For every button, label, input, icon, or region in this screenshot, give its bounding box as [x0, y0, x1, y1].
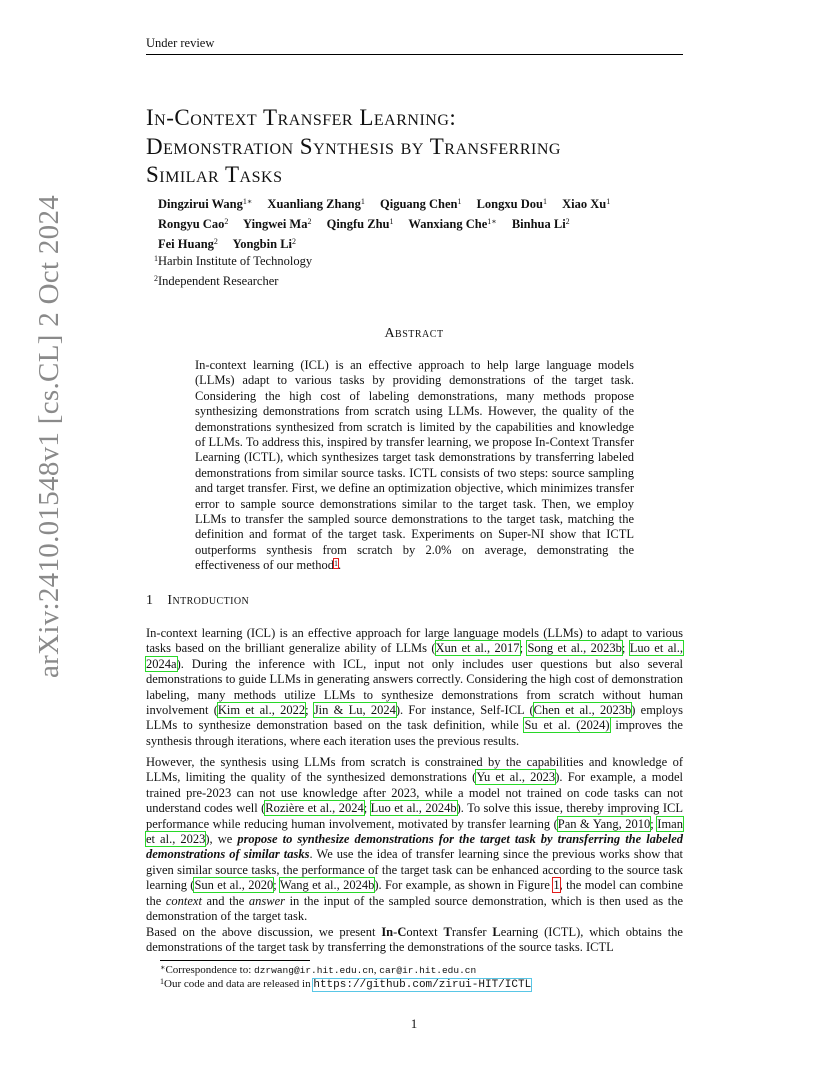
footnote-code: $^1$Our code and data are released in https://github.com/zirui-HIT/ICTL — [160, 977, 532, 991]
affiliation: $^2$Independent Researcher — [154, 274, 279, 288]
email[interactable]: car@ir.hit.edu.cn — [379, 965, 477, 976]
citation-link[interactable]: Iman et al., 2023 — [146, 816, 683, 847]
citation-link[interactable]: Jin & Lu, 2024 — [313, 703, 396, 718]
title-line-2: Demonstration Synthesis by Transferring — [146, 133, 561, 159]
email[interactable]: dzrwang@ir.hit.edu.cn — [254, 965, 374, 976]
page-number: 1 — [410, 1016, 418, 1031]
citation-link[interactable]: Pan & Yang, 2010 — [557, 816, 651, 831]
section-heading — [146, 593, 249, 609]
figure-link[interactable]: 1 — [553, 878, 560, 893]
author: Qiguang Chen$^1$ — [380, 197, 462, 211]
author: Dingzirui Wang$^{1∗}$ — [158, 197, 253, 211]
citation-link[interactable]: Luo et al., 2024a — [146, 641, 683, 671]
citation-link[interactable]: Rozière et al., 2024 — [265, 801, 364, 816]
citation-link[interactable]: Song et al., 2023b — [527, 641, 622, 656]
title-line-3: Similar Tasks — [146, 162, 283, 187]
author: Longxu Dou$^1$ — [476, 197, 547, 211]
abstract-heading: Abstract — [384, 326, 444, 341]
arxiv-stamp: arXiv:2410.01548v1 [cs.CL] 2 Oct 2024 — [33, 194, 65, 678]
citation-link[interactable]: Chen et al., 2023b — [533, 703, 632, 718]
author: Binhua Li$^2$ — [511, 217, 570, 231]
citation-link[interactable]: Wang et al., 2024b — [279, 878, 375, 893]
section-title: Introduction — [167, 593, 250, 608]
intro-paragraph-3: Based on the above discussion, we present In-Context Transfer Learning (ICTL), which obtains the demonstrations of the target task by transferring the demonstrations of the source tasks. ICTL — [146, 925, 683, 955]
author-row — [158, 214, 622, 234]
abstract-body: In-context learning (ICL) is an effective approach to help large language models (LLMs) adapt to various tasks by providing demonstrations of the target task. Considering the high cost of labeling demonstrations, many methods propose synthesizing demonstrations from scratch using LLMs. However, the quality of the demonstrations synthesized from scratch is limited by the capabilities and knowledge of LLMs. To address this, inspired by transfer learning, we propose In-Context Transfer Learning (ICTL), which synthesizes target task demonstrations by transferring labeled demonstrations from similar source tasks. ICTL consists of two steps: source sampling and target transfer. First, we define an optimization objective, which minimizes transfer error to sample source demonstrations similar to the target task. Then, we employ LLMs to transfer the sampled source demonstrations to the target task, matching the definition and format of the target task. Experiments on Super-NI show that ICTL outperforms synthesis from scratch by 2.0% on average, demonstrating the effectiveness of our method$^1$. — [195, 358, 634, 573]
author: Yongbin Li$^2$ — [232, 237, 296, 251]
citation-link[interactable]: Kim et al., 2022 — [217, 703, 306, 718]
citation-link[interactable]: Xun et al., 2017 — [435, 641, 520, 656]
bold-italic-claim: propose to synthesize demonstrations for the target task by transferring the labeled demonstrations of similar tasks — [146, 832, 683, 862]
affiliations — [154, 251, 312, 291]
affiliation: $^1$Harbin Institute of Technology — [154, 254, 313, 268]
italic-term: context — [165, 893, 202, 908]
citation-link[interactable]: Sun et al., 2020 — [194, 878, 274, 893]
author: Qingfu Zhu$^1$ — [326, 217, 394, 231]
author: Wanxiang Che$^{1∗}$ — [408, 217, 497, 231]
italic-term: answer — [248, 893, 286, 908]
running-header: Under review — [146, 36, 683, 55]
author: Fei Huang$^2$ — [158, 237, 218, 251]
author: Xiao Xu$^1$ — [562, 197, 611, 211]
footnote-link[interactable]: 1 — [333, 559, 338, 569]
author-list — [158, 194, 622, 254]
citation-link[interactable]: Su et al. (2024) — [524, 718, 610, 733]
citation-link[interactable]: Luo et al., 2024b — [370, 801, 457, 816]
intro-paragraph-2: However, the synthesis using LLMs from scratch is constrained by the capabilities and knowledge of LLMs, limiting the quality of the synthesized demonstrations (Yu et al., 2023). For example, a model trained pre-2023 can not use knowledge after 2023, while a model not trained on code tasks can not understand codes well (Rozière et al., 2024; Luo et al., 2024b). To solve this issue, thereby improving ICL performance while reducing human involvement, motivated by transfer learning (Pan & Yang, 2010; Iman et al., 2023), we propose to synthesize demonstrations for the target task by transferring the labeled demonstrations of similar tasks. We use the idea of transfer learning since the previous works show that given similar source tasks, the performance of the target task can be enhanced according to the source task learning (Sun et al., 2020; Wang et al., 2024b). For example, as shown in Figure 1, the model can combine the context and the answer in the input of the sampled source demonstration, which is then used as the demonstration of the target task. — [146, 755, 684, 924]
title-line-1: In-Context Transfer Learning: — [146, 105, 457, 130]
paper-title — [146, 104, 561, 190]
footnote-rule — [160, 960, 310, 961]
author-row — [158, 194, 622, 214]
section-number: 1 — [146, 593, 154, 608]
github-url-link[interactable]: https://github.com/zirui-HIT/ICTL — [313, 979, 532, 991]
footnote-correspondence: ∗Correspondence to: dzrwang@ir.hit.edu.cn, car@ir.hit.edu.cn — [160, 963, 477, 976]
author: Rongyu Cao$^2$ — [158, 217, 229, 231]
citation-link[interactable]: Yu et al., 2023 — [476, 770, 556, 785]
author: Xuanliang Zhang$^1$ — [267, 197, 365, 211]
intro-paragraph-1: In-context learning (ICL) is an effective approach for large language models (LLMs) to adapt to various tasks based on the brilliant generalize ability of LLMs (Xun et al., 2017; Song et al., 2023b; Luo et al., 2024a). During the inference with ICL, input not only includes user questions but also several demonstrations to guide LLMs in generating answers correctly. Considering the high cost of demonstration labeling, many methods utilize LLMs to synthesize demonstrations from scratch without human involvement (Kim et al., 2022; Jin & Lu, 2024). For instance, Self-ICL (Chen et al., 2023b) employs LLMs to synthesize demonstration based on the task definition, while Su et al. (2024) improves the synthesis through iterations, where each iteration uses the previous results. — [146, 626, 684, 748]
author: Yingwei Ma$^2$ — [243, 217, 312, 231]
